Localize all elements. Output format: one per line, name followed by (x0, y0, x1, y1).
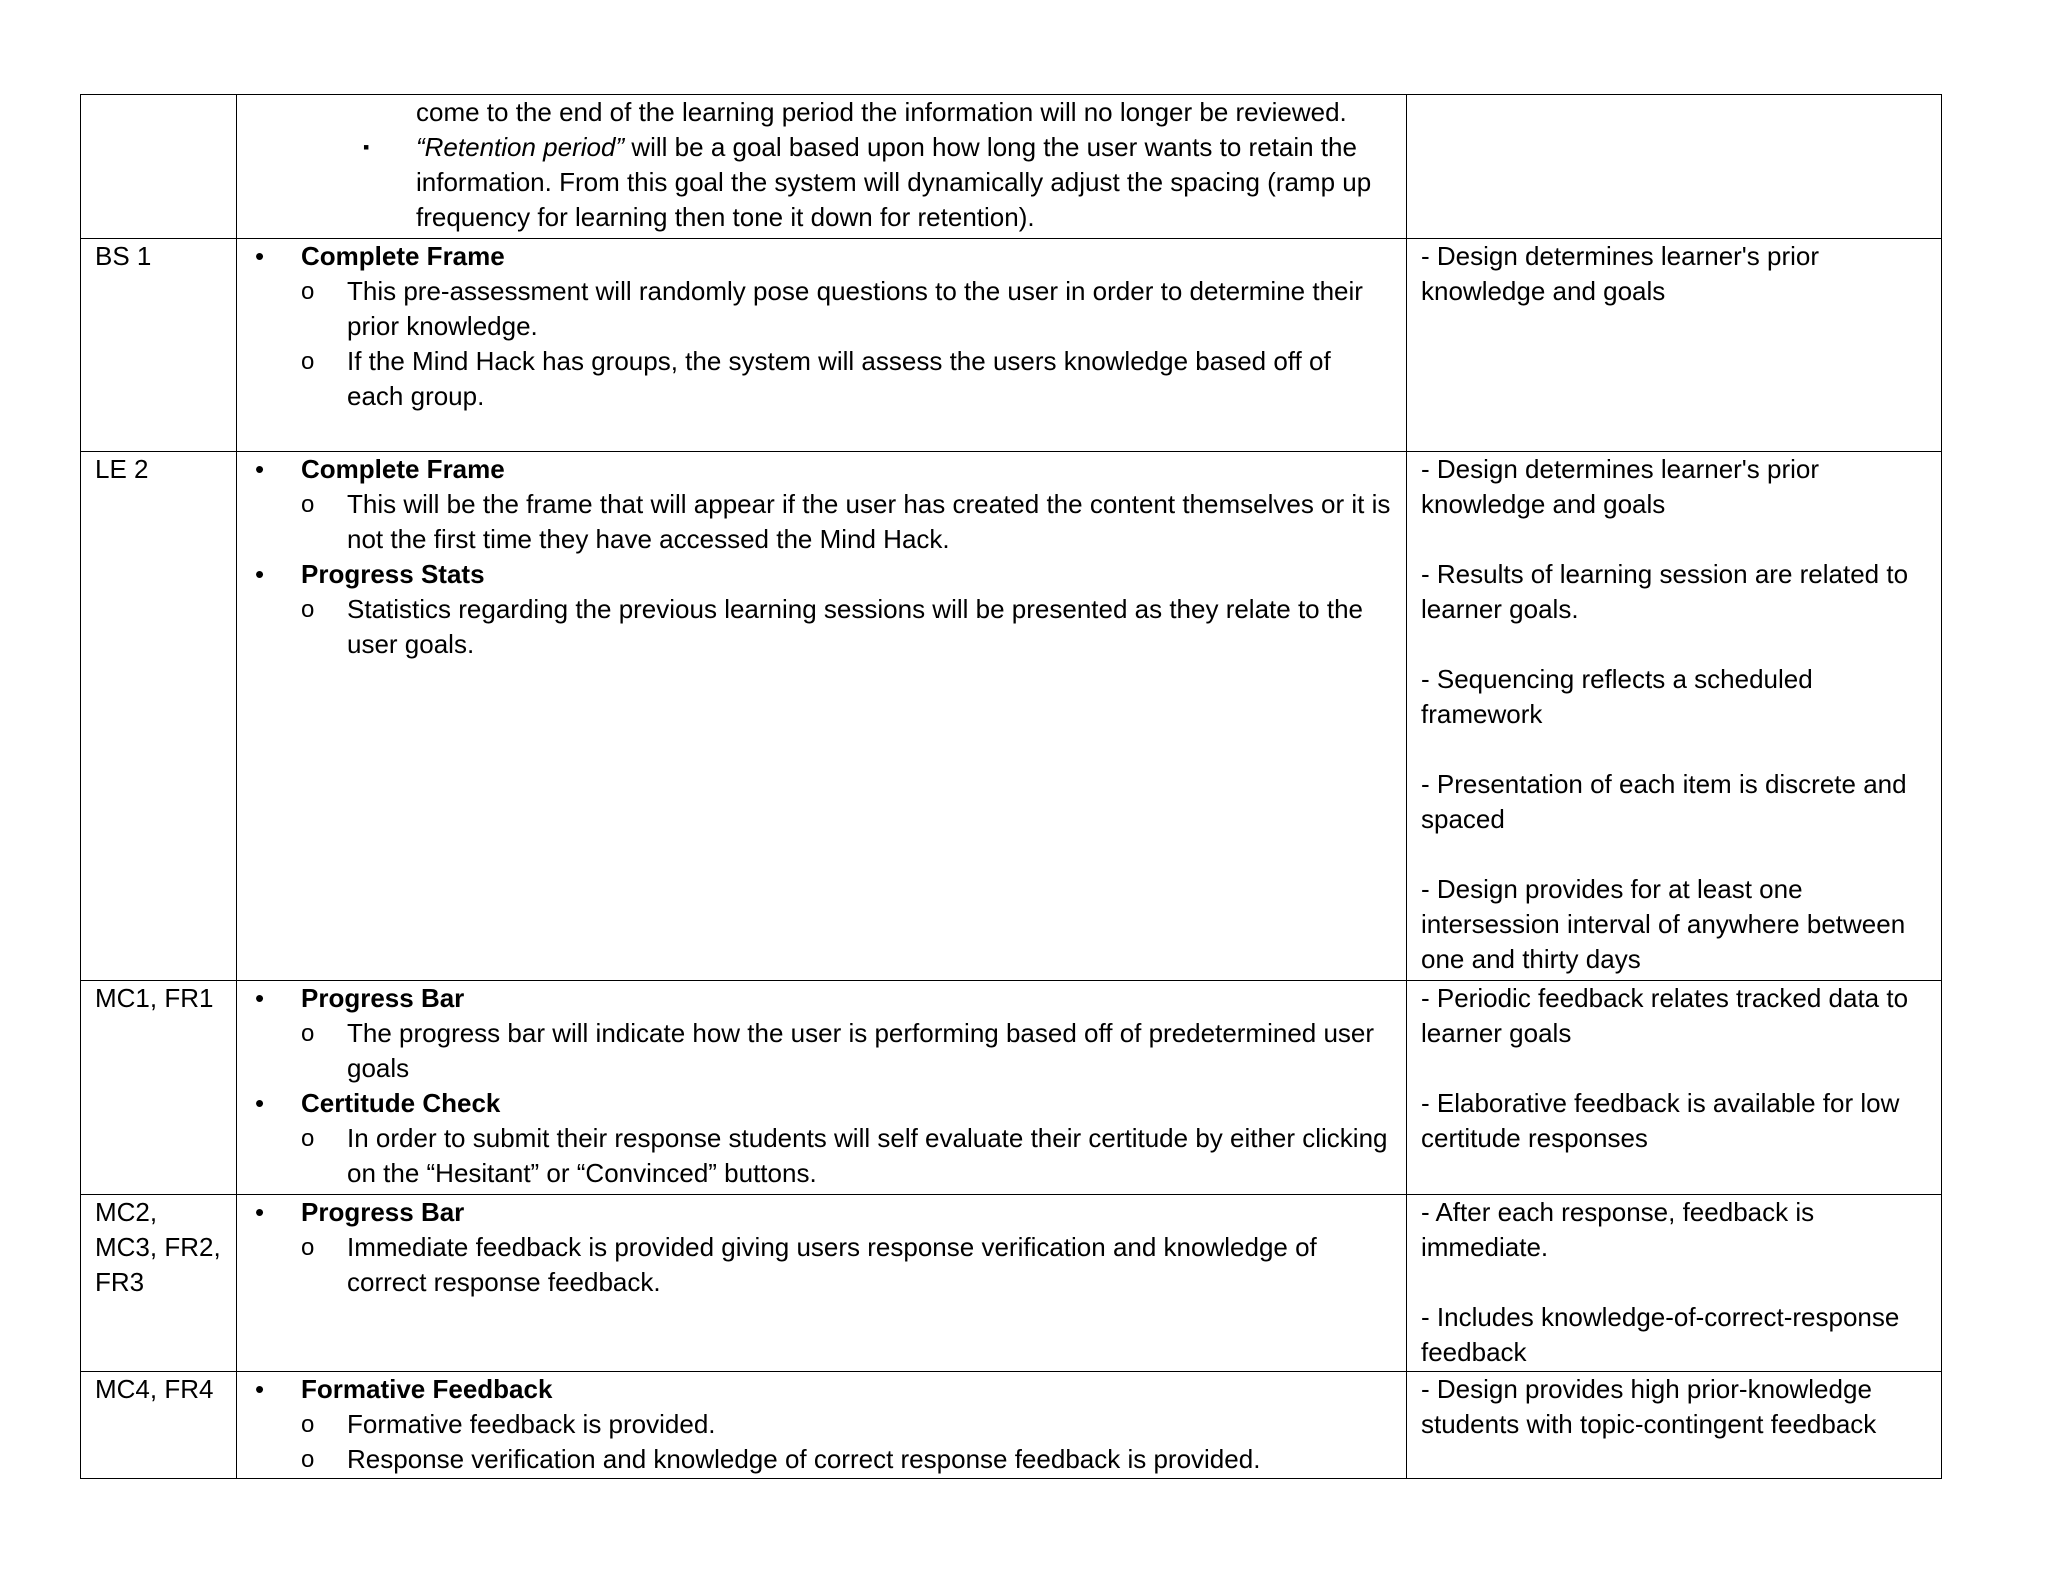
rationale-cell (1407, 1195, 1942, 1372)
sub-list (251, 1016, 1394, 1086)
item-text: Statistics regarding the previous learning sessions will be presented as they relate to the user goals. (347, 594, 1364, 659)
continuation-text: come to the end of the learning period the information will no longer be reviewed. (416, 97, 1347, 127)
table-row-continuation (81, 95, 1942, 239)
ref-cell: BS 1 (81, 239, 237, 452)
description-cell (237, 981, 1407, 1195)
sub-list (251, 1230, 1394, 1300)
rationale-note: - Design determines learner's prior knowledge and goals (1421, 241, 1820, 306)
table-row (81, 1372, 1942, 1479)
bullet-list (251, 1086, 1394, 1121)
list-item (251, 1016, 1394, 1086)
circle-bullet-icon: o (301, 1020, 315, 1047)
sub-sub-list (251, 130, 1394, 235)
bullet-icon: • (255, 241, 265, 271)
bullet-icon: • (255, 454, 265, 484)
ref-cell (81, 95, 237, 239)
list-item (251, 1230, 1394, 1300)
ref-cell: MC4, FR4 (81, 1372, 237, 1479)
sub-list (251, 1121, 1394, 1191)
bullet-list (251, 1195, 1394, 1230)
list-item (251, 239, 1394, 274)
circle-bullet-icon: o (301, 348, 315, 375)
rationale-cell (1407, 452, 1942, 981)
item-heading: Complete Frame (301, 454, 505, 484)
list-item (251, 344, 1394, 414)
rationale-cell (1407, 1372, 1942, 1479)
list-item (251, 981, 1394, 1016)
item-heading: Progress Bar (301, 1197, 465, 1227)
item-heading: Progress Bar (301, 983, 465, 1013)
bullet-icon: • (255, 559, 265, 589)
item-heading: Certitude Check (301, 1088, 501, 1118)
rationale-note: - Design provides high prior-knowledge students with topic-contingent feedback (1421, 1374, 1877, 1439)
list-item (251, 1442, 1394, 1477)
ref-cell: MC2, MC3, FR2, FR3 (81, 1195, 237, 1372)
rationale-note: - Periodic feedback relates tracked data to learner goals (1421, 983, 1909, 1048)
rationale-note: - Results of learning session are related to learner goals. (1421, 559, 1909, 624)
description-cell (237, 1372, 1407, 1479)
item-text: Response verification and knowledge of correct response feedback is provided. (347, 1444, 1261, 1474)
rationale-cell (1407, 981, 1942, 1195)
bullet-list (251, 452, 1394, 487)
rationale-cell (1407, 95, 1942, 239)
retention-period-term: “Retention period” (416, 132, 625, 162)
list-item (251, 1121, 1394, 1191)
description-cell (237, 452, 1407, 981)
circle-bullet-icon: o (301, 1125, 315, 1152)
requirements-table (80, 94, 1942, 1479)
retention-period-text: will be a goal based upon how long the user wants to retain the information. From this goal the system will dynamically adjust the spacing (ramp up frequency for learning then tone it down for retention). (416, 132, 1372, 232)
item-text: This pre-assessment will randomly pose questions to the user in order to determine their prior knowledge. (347, 276, 1363, 341)
list-item (251, 557, 1394, 592)
sub-list (251, 592, 1394, 662)
item-heading: Progress Stats (301, 559, 485, 589)
circle-bullet-icon: o (301, 278, 315, 305)
square-bullet-icon: ▪ (363, 137, 370, 157)
circle-bullet-icon: o (301, 1411, 315, 1438)
table-row (81, 1195, 1942, 1372)
bullet-icon: • (255, 1374, 265, 1404)
list-item (251, 592, 1394, 662)
item-heading: Formative Feedback (301, 1374, 553, 1404)
rationale-note: - Presentation of each item is discrete and spaced (1421, 769, 1907, 834)
description-cell (237, 239, 1407, 452)
bullet-list (251, 1372, 1394, 1407)
item-text: If the Mind Hack has groups, the system will assess the users knowledge based off of each group. (347, 346, 1331, 411)
list-item (251, 1086, 1394, 1121)
item-text: This will be the frame that will appear if the user has created the content themselves or it is not the first time they have accessed the Mind Hack. (347, 489, 1391, 554)
rationale-note: - Sequencing reflects a scheduled framework (1421, 664, 1813, 729)
ref-cell: MC1, FR1 (81, 981, 237, 1195)
item-heading: Complete Frame (301, 241, 505, 271)
table-row (81, 239, 1942, 452)
circle-bullet-icon: o (301, 596, 315, 623)
rationale-note: - After each response, feedback is immediate. (1421, 1197, 1815, 1262)
rationale-note: - Design provides for at least one intersession interval of anywhere between one and thirty days (1421, 874, 1906, 974)
description-cell (237, 1195, 1407, 1372)
rationale-note: - Includes knowledge-of-correct-response feedback (1421, 1302, 1900, 1367)
bullet-icon: • (255, 1088, 265, 1118)
bullet-icon: • (255, 1197, 265, 1227)
ref-cell: LE 2 (81, 452, 237, 981)
item-text: In order to submit their response students will self evaluate their certitude by either clicking on the “Hesitant” or “Convinced” buttons. (347, 1123, 1388, 1188)
table-row (81, 981, 1942, 1195)
sub-list (251, 274, 1394, 414)
item-text: The progress bar will indicate how the user is performing based off of predetermined user goals (347, 1018, 1375, 1083)
sub-list (251, 487, 1394, 557)
item-text: Immediate feedback is provided giving users response verification and knowledge of correct response feedback. (347, 1232, 1317, 1297)
bullet-list (251, 981, 1394, 1016)
rationale-note: - Design determines learner's prior knowledge and goals (1421, 454, 1820, 519)
list-item (251, 1407, 1394, 1442)
sub-list (251, 1407, 1394, 1477)
description-cell (237, 95, 1407, 239)
bullet-list (251, 239, 1394, 274)
list-item (251, 452, 1394, 487)
bullet-list (251, 557, 1394, 592)
item-text: Formative feedback is provided. (347, 1409, 716, 1439)
circle-bullet-icon: o (301, 491, 315, 518)
list-item (251, 130, 1394, 235)
circle-bullet-icon: o (301, 1234, 315, 1261)
circle-bullet-icon: o (301, 1446, 315, 1473)
list-item (251, 1372, 1394, 1407)
rationale-note: - Elaborative feedback is available for low certitude responses (1421, 1088, 1900, 1153)
list-item (251, 1195, 1394, 1230)
rationale-cell (1407, 239, 1942, 452)
table-row (81, 452, 1942, 981)
bullet-icon: • (255, 983, 265, 1013)
list-item (251, 487, 1394, 557)
list-item (251, 274, 1394, 344)
